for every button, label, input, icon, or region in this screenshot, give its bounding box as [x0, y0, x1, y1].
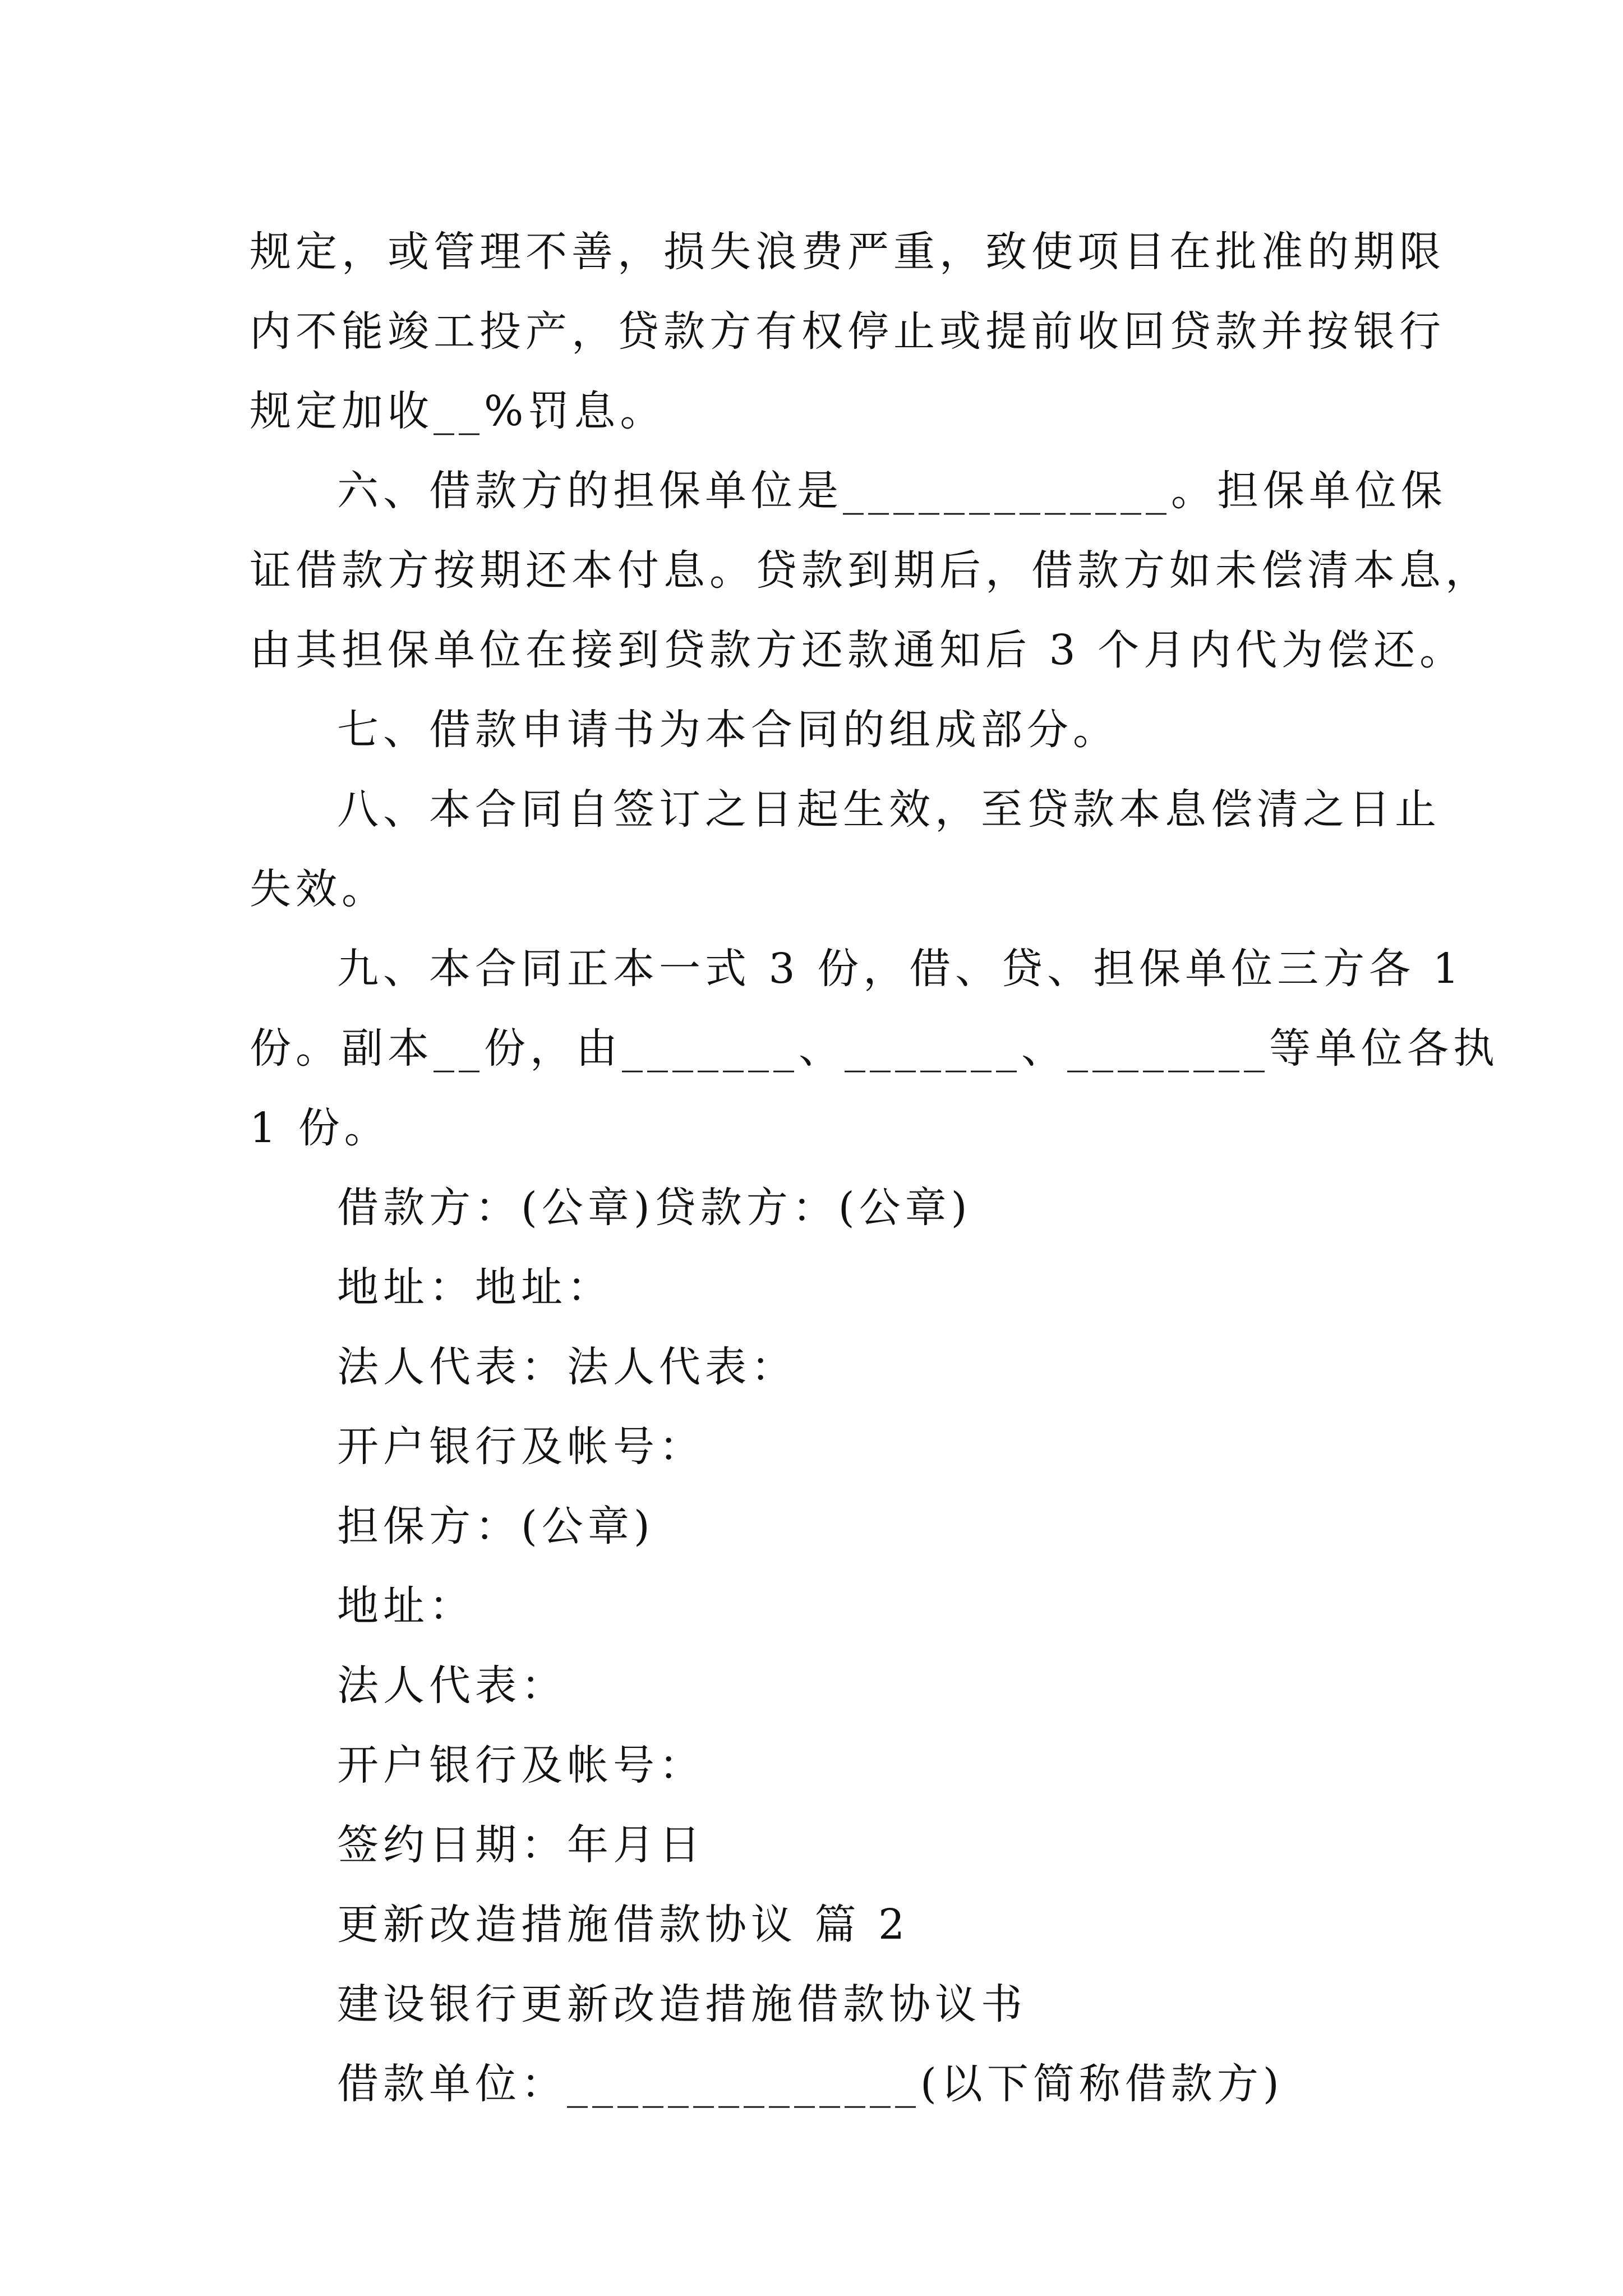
- document-line: 八、本合同自签订之日起生效，至贷款本息偿清之日止: [337, 785, 1441, 834]
- document-line: 建设银行更新改造措施借款协议书: [337, 1980, 1027, 2028]
- document-line: 法人代表：: [337, 1662, 567, 1710]
- document-line: 签约日期：年月日: [337, 1821, 705, 1869]
- document-line: 七、借款申请书为本合同的组成部分。: [337, 706, 1119, 754]
- document-line: 地址：: [337, 1582, 475, 1630]
- document-line: 法人代表：法人代表：: [337, 1343, 797, 1391]
- document-line: 证借款方按期还本付息。贷款到期后，借款方如未偿清本息，: [250, 546, 1491, 595]
- document-line: 开户银行及帐号：: [337, 1741, 705, 1789]
- document-line: 失效。: [250, 865, 388, 913]
- document-line: 开户银行及帐号：: [337, 1423, 705, 1471]
- document-line: 更新改造措施借款协议 篇 2: [337, 1901, 910, 1949]
- document-line: 借款单位：______________(以下简称借款方): [337, 2060, 1284, 2108]
- document-line: 九、本合同正本一式 3 份，借、贷、担保单位三方各 1: [337, 945, 1464, 993]
- document-line: 担保方：(公章): [337, 1502, 654, 1550]
- document-line: 1 份。: [250, 1104, 390, 1152]
- document-line: 由其担保单位在接到贷款方还款通知后 3 个月内代为偿还。: [250, 626, 1466, 674]
- document-line: 借款方：(公章)贷款方：(公章): [337, 1184, 972, 1232]
- document-line: 六、借款方的担保单位是_____________。担保单位保: [337, 467, 1447, 515]
- document-line: 内不能竣工投产，贷款方有权停止或提前收回贷款并按银行: [250, 307, 1445, 356]
- document-line: 规定加收__%罚息。: [250, 387, 666, 435]
- document-line: 地址：地址：: [337, 1263, 613, 1312]
- document-body: [250, 212, 1499, 2124]
- document-line: 规定，或管理不善，损失浪费严重，致使项目在批准的期限: [250, 228, 1445, 276]
- document-line: 份。副本__份，由_______、_______、________等单位各执: [250, 1024, 1499, 1073]
